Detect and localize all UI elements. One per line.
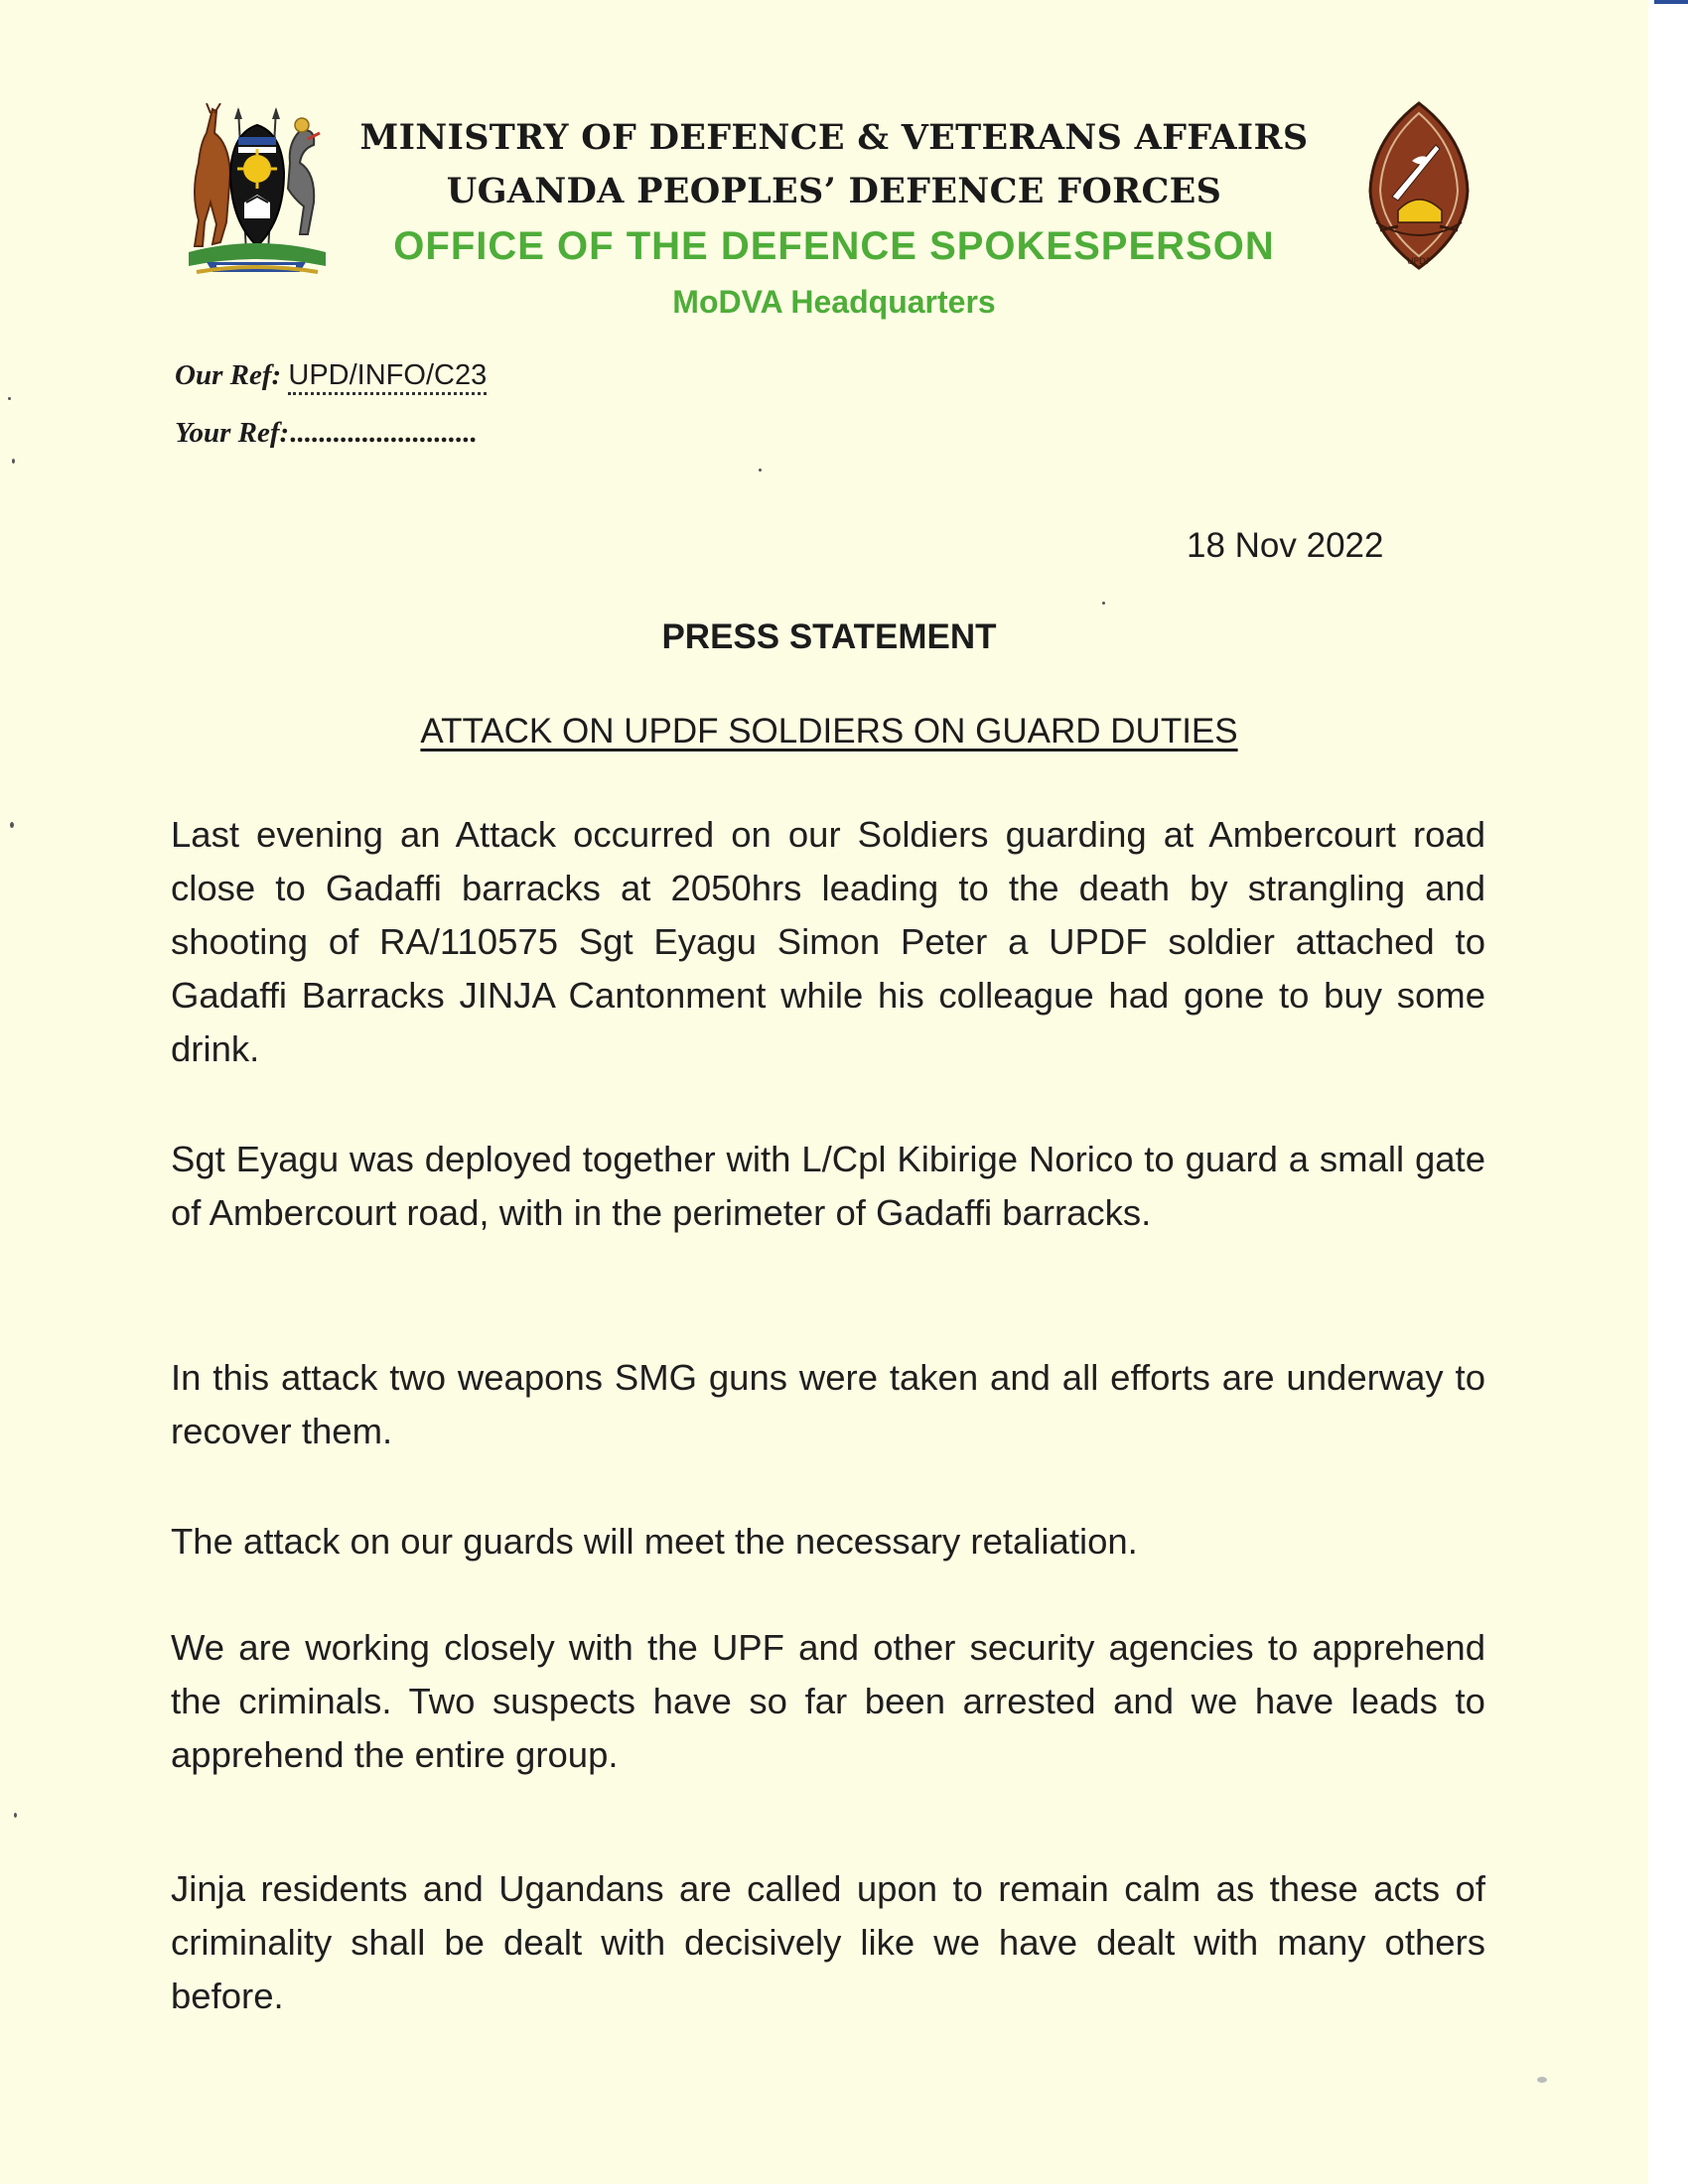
statement-subject: ATTACK ON UPDF SOLDIERS ON GUARD DUTIES (420, 712, 1238, 751)
scan-speck (12, 459, 15, 464)
our-ref-value: UPD/INFO/C23 (288, 359, 487, 395)
scan-speck (10, 822, 14, 828)
headquarters-heading: MoDVA Headquarters (672, 284, 996, 320)
paragraph: We are working closely with the UPF and other security agencies to apprehend the criminals. Two suspects have so far been arrested and we have leads to apprehend the entire group. (171, 1627, 1485, 1775)
our-ref-label: Our Ref: (175, 359, 282, 391)
paragraph: In this attack two weapons SMG guns were taken and all efforts are underway to recover them. (171, 1357, 1485, 1451)
margin-mark (1654, 0, 1688, 4)
scan-speck (759, 469, 762, 472)
your-ref-value: .......................... (289, 417, 477, 449)
your-reference (175, 417, 477, 450)
updf-shield-emblem-icon (1358, 99, 1479, 278)
your-ref-label: Your Ref: (175, 417, 290, 449)
scan-speck (1102, 602, 1105, 605)
our-reference (175, 359, 487, 392)
scan-speck (8, 397, 11, 400)
uganda-coat-of-arms-icon (177, 103, 338, 280)
emblem-label: UPDF (1406, 257, 1432, 267)
scan-speck (14, 1813, 17, 1818)
ministry-heading: MINISTRY OF DEFENCE & VETERANS AFFAIRS (359, 117, 1309, 158)
scan-speck (1537, 2077, 1547, 2083)
office-heading: OFFICE OF THE DEFENCE SPOKESPERSON (393, 224, 1275, 268)
scan-right-margin (1648, 0, 1688, 2184)
paragraph: The attack on our guards will meet the necessary retaliation. (171, 1521, 1138, 1562)
force-heading: UGANDA PEOPLES’ DEFENCE FORCES (446, 171, 1222, 211)
statement-date: 18 Nov 2022 (1187, 526, 1384, 565)
document-title: PRESS STATEMENT (661, 617, 997, 656)
paragraph: Last evening an Attack occurred on our Soldiers guarding at Ambercourt road close to Gadaffi barracks at 2050hrs leading to the death by strangling and shooting of RA/110575 Sgt Eyagu Simon Peter a UPDF soldier attached to Gadaffi Barracks JINJA Cantonment while his colleague had gone to buy some drink. (171, 814, 1485, 1069)
paragraph: Sgt Eyagu was deployed together with L/Cpl Kibirige Norico to guard a small gate of Ambercourt road, with in the perimeter of Gadaffi barracks. (171, 1139, 1485, 1233)
paragraph: Jinja residents and Ugandans are called upon to remain calm as these acts of criminality shall be dealt with decisively like we have dealt with many others before. (171, 1868, 1485, 2016)
